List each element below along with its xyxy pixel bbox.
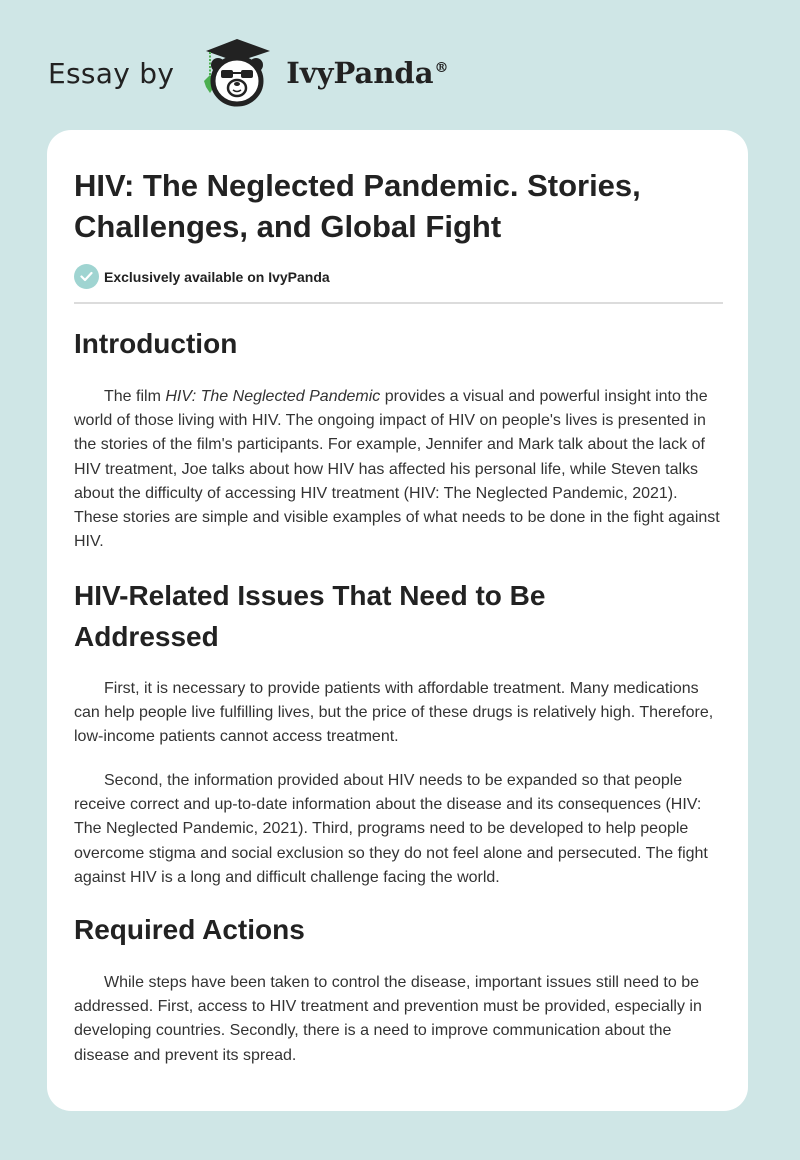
essay-by-label: Essay by	[48, 56, 175, 90]
issues-paragraph-2: Second, the information provided about HIV needs to be expanded so that people receive correct and up-to-date information about the disease and its consequences (HIV: The Neglected Pandemic, 2021). Third, programs need to be developed to help people overcome stigma and social exclusion so they do not feel alone and persecuted. The fight against HIV is a long and difficult challenge facing the world.	[74, 772, 708, 886]
brand-name[interactable]	[286, 56, 448, 90]
check-circle-icon	[74, 264, 99, 289]
required-actions-paragraph: While steps have been taken to control the disease, important issues still need to be addressed. First, access to HIV treatment and prevention must be provided, especially in developing countries. Secondly, there is a need to improve communication about the disease and prevent its spread.	[74, 974, 702, 1064]
section-heading-required-actions: Required Actions	[74, 914, 305, 945]
exclusive-badge	[74, 264, 330, 289]
section-heading-introduction: Introduction	[74, 328, 238, 359]
section-heading-issues: HIV-Related Issues That Need to Be Addressed	[74, 580, 546, 652]
registered-mark: ®	[434, 60, 449, 77]
text-run: provides a visual and powerful insight into the world of those living with HIV. The ongoing impact of HIV on people's lives is presented in the stories of the film's participants. For example, Jennifer and Mark talk about the lack of HIV treatment, Joe talks about how HIV has affected his personal life, while Steven talks about the difficulty of accessing HIV treatment (HIV: The Neglected Pandemic, 2021). These stories are simple and visible examples of what needs to be done in the fight against HIV.	[74, 388, 720, 551]
ivypanda-logo-icon[interactable]	[194, 37, 280, 109]
badge-label: Exclusively available on IvyPanda	[104, 268, 330, 285]
film-title: HIV: The Neglected Pandemic	[165, 388, 381, 405]
text-run: The film	[104, 388, 166, 405]
essay-card	[47, 130, 748, 1111]
brand-text: IvyPanda	[286, 56, 434, 90]
introduction-paragraph	[74, 385, 723, 554]
site-header	[48, 38, 449, 108]
title-divider	[74, 302, 723, 304]
issues-paragraph-1: First, it is necessary to provide patients with affordable treatment. Many medications can help people live fulfilling lives, but the price of these drugs is relatively high. Therefore, low-income patients cannot access treatment.	[74, 680, 714, 746]
page-title: HIV: The Neglected Pandemic. Stories, Challenges, and Global Fight	[74, 168, 641, 244]
